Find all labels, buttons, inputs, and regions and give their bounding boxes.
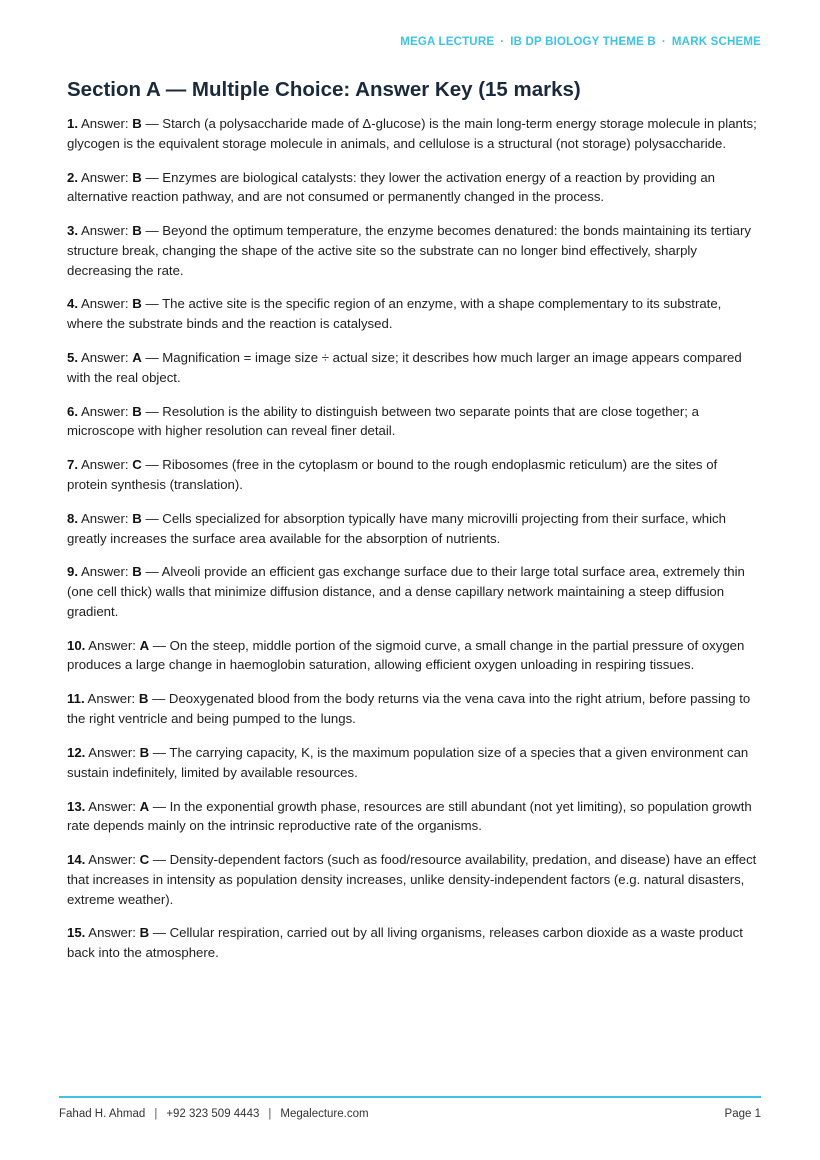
answer-number: 14. — [67, 852, 86, 868]
answer-item — [67, 221, 759, 280]
answer-label: Answer: — [80, 223, 129, 239]
answer-item — [67, 455, 759, 494]
footer-contact — [59, 1108, 369, 1120]
answer-letter: B — [132, 296, 142, 312]
answer-label: Answer: — [80, 169, 129, 185]
header-separator: · — [500, 36, 505, 48]
answer-number: 11. — [67, 691, 85, 707]
header-doc-type: MARK SCHEME — [671, 36, 761, 48]
answer-letter: B — [132, 116, 142, 131]
answer-explanation: — In the exponential growth phase, resources are still abundant (not yet limiting), so population growth rate depends mainly on the intrinsic reproductive rate of the organisms. — [67, 798, 752, 834]
header-course: IB DP BIOLOGY THEME B — [510, 36, 656, 48]
answer-label: Answer: — [80, 564, 129, 580]
answer-number: 5. — [67, 350, 78, 366]
answer-letter: B — [139, 744, 150, 760]
answer-explanation: — Alveoli provide an efficient gas exchange surface due to their large total surface area, extremely thin (one cell thick) walls that minimize diffusion distance, and a dense capillary network maintaining a steep diffusion gradient. — [67, 564, 745, 619]
answer-letter: B — [139, 925, 150, 941]
answer-label: Answer: — [87, 691, 136, 707]
answer-label: Answer: — [88, 637, 136, 653]
answer-letter: A — [139, 798, 150, 814]
page-header — [400, 36, 761, 48]
answer-number: 4. — [67, 296, 78, 312]
answer-letter: B — [132, 223, 142, 239]
answer-item — [67, 509, 759, 548]
answer-item — [67, 348, 759, 387]
answer-label: Answer: — [80, 457, 129, 473]
answer-item — [67, 923, 759, 962]
answer-label: Answer: — [80, 403, 129, 419]
answer-explanation: — Beyond the optimum temperature, the enzyme becomes denatured: the bonds maintaining its tertiary structure break, changing the shape of the active site so the substrate can no longer bind effectively, sharply decreasing the rate. — [67, 223, 751, 278]
answer-number: 13. — [67, 798, 86, 814]
answer-explanation: — Starch (a polysaccharide made of Δ-glucose) is the main long-term energy storage molecule in plants; glycogen is the equivalent storage molecule in animals, and cellulose is a structural (not storage) polysaccharide. — [67, 116, 757, 151]
answer-explanation: — Deoxygenated blood from the body returns via the vena cava into the right atrium, before passing to the right ventricle and being pumped to the lungs. — [67, 691, 751, 727]
answer-explanation: — Cells specialized for absorption typically have many microvilli projecting from their surface, which greatly increases the surface area available for the absorption of nutrients. — [67, 510, 726, 546]
answer-label: Answer: — [88, 925, 136, 941]
answer-letter: A — [132, 350, 142, 366]
answer-letter: B — [138, 691, 149, 707]
answer-explanation: — Magnification = image size ÷ actual size; it describes how much larger an image appears compared with the real object. — [67, 350, 742, 385]
answer-item — [67, 797, 759, 836]
answer-letter: B — [132, 169, 142, 185]
answer-number: 10. — [67, 637, 86, 653]
answer-explanation: — On the steep, middle portion of the sigmoid curve, a small change in the partial pressure of oxygen produces a large change in haemoglobin saturation, allowing efficient oxygen unloading in respiring tissues. — [67, 637, 745, 673]
answer-item — [67, 562, 759, 621]
answer-number: 8. — [67, 510, 78, 526]
answer-letter: C — [139, 852, 150, 868]
answer-letter: A — [139, 637, 150, 653]
answer-number: 1. — [67, 116, 78, 131]
answer-letter: B — [132, 564, 142, 580]
answer-number: 7. — [67, 457, 78, 473]
footer-divider — [59, 1096, 761, 1098]
answer-item — [67, 294, 759, 333]
answer-label: Answer: — [88, 852, 136, 868]
footer-website[interactable]: Megalecture.com — [280, 1108, 369, 1120]
header-separator: · — [661, 36, 666, 48]
answer-explanation: — Cellular respiration, carried out by all living organisms, releases carbon dioxide as a waste product back into the atmosphere. — [67, 925, 743, 961]
answer-letter: B — [132, 403, 142, 419]
answer-item — [67, 168, 759, 207]
answer-item — [67, 636, 759, 675]
page-number: Page 1 — [724, 1108, 761, 1120]
answer-number: 2. — [67, 169, 78, 185]
answer-number: 9. — [67, 564, 78, 580]
answer-label: Answer: — [80, 296, 129, 312]
header-brand: MEGA LECTURE — [400, 36, 495, 48]
answer-number: 15. — [67, 925, 86, 941]
answer-item — [67, 402, 759, 441]
answer-explanation: — Enzymes are biological catalysts: they lower the activation energy of a reaction by providing an alternative reaction pathway, and are not consumed or permanently changed in the process. — [67, 169, 716, 205]
answer-list — [67, 114, 759, 977]
footer-phone: +92 323 509 4443 — [166, 1108, 260, 1120]
answer-label: Answer: — [80, 510, 129, 526]
answer-label: Answer: — [88, 744, 136, 760]
answer-number: 12. — [67, 744, 86, 760]
answer-item — [67, 114, 759, 153]
answer-explanation: — Density-dependent factors (such as food/resource availability, predation, and disease) have an effect that increases in intensity as population density increases, unlike density-independent factors (e.g. natural disasters, extreme weather). — [67, 852, 757, 907]
answer-item — [67, 689, 759, 728]
answer-label: Answer: — [80, 116, 129, 131]
footer-separator: | — [268, 1108, 272, 1120]
answer-explanation: — Ribosomes (free in the cytoplasm or bound to the rough endoplasmic reticulum) are the sites of protein synthesis (translation). — [67, 457, 718, 492]
answer-explanation: — The active site is the specific region of an enzyme, with a shape complementary to its substrate, where the substrate binds and the reaction is catalysed. — [67, 296, 722, 332]
answer-letter: B — [132, 510, 142, 526]
answer-item — [67, 850, 759, 909]
answer-explanation: — Resolution is the ability to distinguish between two separate points that are close together; a microscope with higher resolution can reveal finer detail. — [67, 403, 699, 439]
answer-number: 3. — [67, 223, 78, 239]
answer-label: Answer: — [88, 798, 136, 814]
answer-explanation: — The carrying capacity, K, is the maximum population size of a species that a given environment can sustain indefinitely, limited by available resources. — [67, 744, 749, 780]
answer-item — [67, 743, 759, 782]
section-title: Section A — Multiple Choice: Answer Key (15 marks) — [67, 78, 581, 101]
footer-separator: | — [154, 1108, 158, 1120]
answer-number: 6. — [67, 403, 78, 419]
answer-label: Answer: — [80, 350, 129, 366]
footer-author: Fahad H. Ahmad — [59, 1108, 146, 1120]
answer-letter: C — [132, 457, 142, 473]
